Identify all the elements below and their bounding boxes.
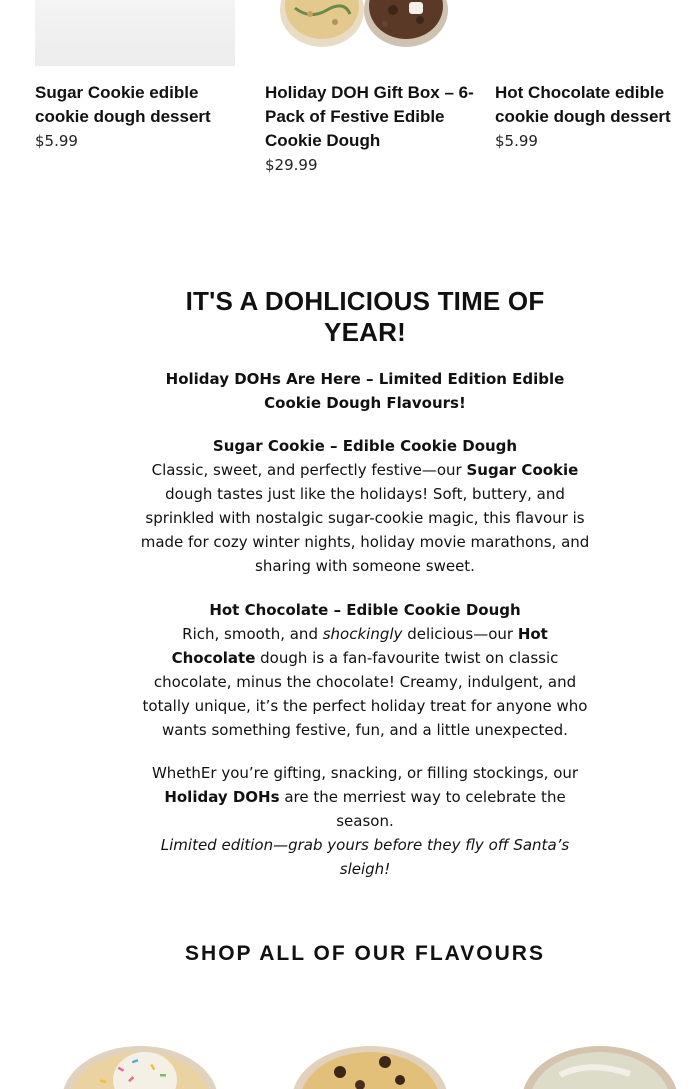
sugar-text-after: dough tastes just like the holidays! Soft, buttery, and sprinkled with nostalgic sugar-cookie magic, this flavour is made for cozy winter nights, holiday movie marathons, and sharing with someone sweet. [140,485,590,575]
subtitle-text: Holiday DOHs Are Here – Limited Edition Edible Cookie Dough Flavours! [165,370,565,412]
section-title: IT'S A DOHLICIOUS TIME OF YEAR! [185,286,545,347]
hot-chocolate-heading: Hot Chocolate – Edible Cookie Dough [209,601,521,619]
product-price: $29.99 [265,156,318,174]
hot-text-before: Rich, smooth, and [182,625,323,643]
section-subtitle [160,367,570,415]
sugar-text-before: Classic, sweet, and perfectly festive—our [151,461,467,479]
hot-text-italic: shockingly [322,625,403,643]
product-card-sugar-cookie[interactable] [35,0,245,150]
hot-text-mid: delicious—our [402,625,518,643]
shop-all-title: SHOP ALL OF OUR FLAVOURS [185,942,545,965]
sugar-cookie-heading: Sugar Cookie – Edible Cookie Dough [212,437,518,455]
hot-chocolate-description [140,598,590,742]
product-price: $5.99 [35,132,78,150]
sugar-text-bold: Sugar Cookie [466,461,579,479]
flavour-tubs-graphic [0,1030,690,1089]
closing-text-after: are the merriest way to celebrate the season. [279,788,566,830]
product-card-hot-chocolate[interactable] [495,0,690,150]
flavour-grid-preview [0,1030,690,1089]
closing-text-bold: Holiday DOHs [164,788,280,806]
closing-italic-line: Limited edition—grab yours before they fly off Santa’s sleigh! [160,836,570,878]
hot-chocolate-dough-image[interactable] [495,0,690,66]
product-price: $5.99 [495,132,538,150]
gift-box-image[interactable] [265,0,465,66]
sugar-cookie-description [140,434,590,578]
product-card-gift-box[interactable] [265,0,475,174]
sugar-cookie-dough-image[interactable] [35,0,235,66]
closing-text-before: WhethEr you’re gifting, snacking, or filling stockings, our [151,764,579,782]
product-name[interactable]: Hot Chocolate edible cookie dough dessert [495,83,671,126]
product-name[interactable]: Holiday DOH Gift Box – 6-Pack of Festive Edible Cookie Dough [265,83,474,150]
hot-text-bold: Hot Chocolate [171,625,548,667]
cookie-dough-tubs-graphic [265,0,465,66]
hot-text-after: dough is a fan-favourite twist on classic chocolate, minus the chocolate! Creamy, indulgent, and totally unique, it’s the perfect holiday treat for anyone who wants something festive, fun, and a little unexpected. [142,649,588,739]
closing-paragraph [140,761,590,881]
product-name[interactable]: Sugar Cookie edible cookie dough dessert [35,83,211,126]
product-row [0,0,690,190]
